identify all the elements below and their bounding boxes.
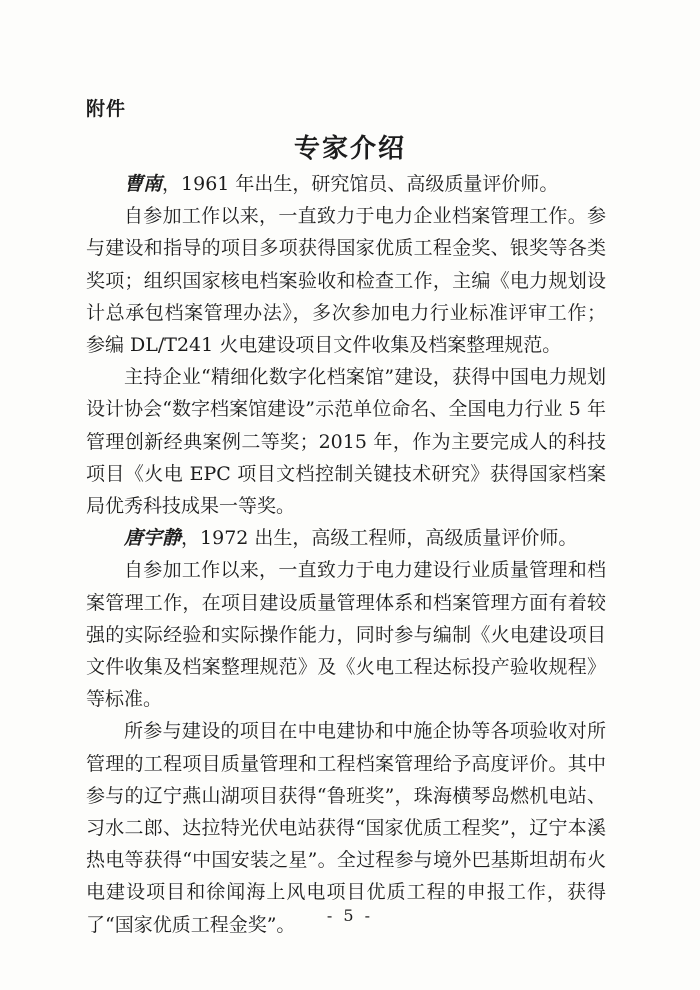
expert-paragraph: 所参与建设的项目在中电建协和中施企协等各项验收对所管理的工程项目质量管理和工程档案管理给予高度评价。其中参与的辽宁燕山湖项目获得“鲁班奖”，珠海横琴岛燃机电站、习水二郎、达拉特光伏电站获得“国家优质工程奖”，辽宁本溪热电等获得“中国安装之星”。全过程参与境外巴基斯坦胡布火电建设项目和徐闻海上风电项目优质工程的申报工作，获得了“国家优质工程金奖”。 <box>86 720 606 936</box>
expert-summary: ，1972 出生，高级工程师，高级质量评价师。 <box>181 527 578 550</box>
expert-paragraph: 自参加工作以来，一直致力于电力企业档案管理工作。参与建设和指导的项目多项获得国家优质工程金奖、银奖等各类奖项；组织国家核电档案验收和检查工作，主编《电力规划设计总承包档案管理办法》，多次参加电力行业标准评审工作；参编 DL/T241 火电建设项目文件收集及档案整理规范。 <box>86 205 606 357</box>
expert-name: 曹南 <box>124 173 163 195</box>
expert-paragraph: 主持企业“精细化数字化档案馆”建设，获得中国电力规划设计协会“数字档案馆建设”示范单位命名、全国电力行业 5 年管理创新经典案例二等奖；2015 年，作为主要完成人的科技项目《火电 EPC 项目文档控制关键技术研究》获得国家档案局优秀科技成果一等奖。 <box>86 366 606 518</box>
document-body <box>86 168 606 941</box>
expert-intro <box>86 168 606 200</box>
expert-paragraph: 自参加工作以来，一直致力于电力建设行业质量管理和档案管理工作，在项目建设质量管理体系和档案管理方面有着较强的实际经验和实际操作能力，同时参与编制《火电建设项目文件收集及档案整理规范》及《火电工程达标投产验收规程》等标准。 <box>86 559 606 711</box>
expert-summary: ，1961 年出生，研究馆员、高级质量评价师。 <box>162 173 559 195</box>
attachment-label: 附件 <box>86 98 127 120</box>
expert-intro <box>86 522 606 554</box>
page-number: - 5 - <box>326 906 374 925</box>
document-title: 专家介绍 <box>293 134 406 164</box>
expert-name: 唐宇静 <box>124 527 182 550</box>
